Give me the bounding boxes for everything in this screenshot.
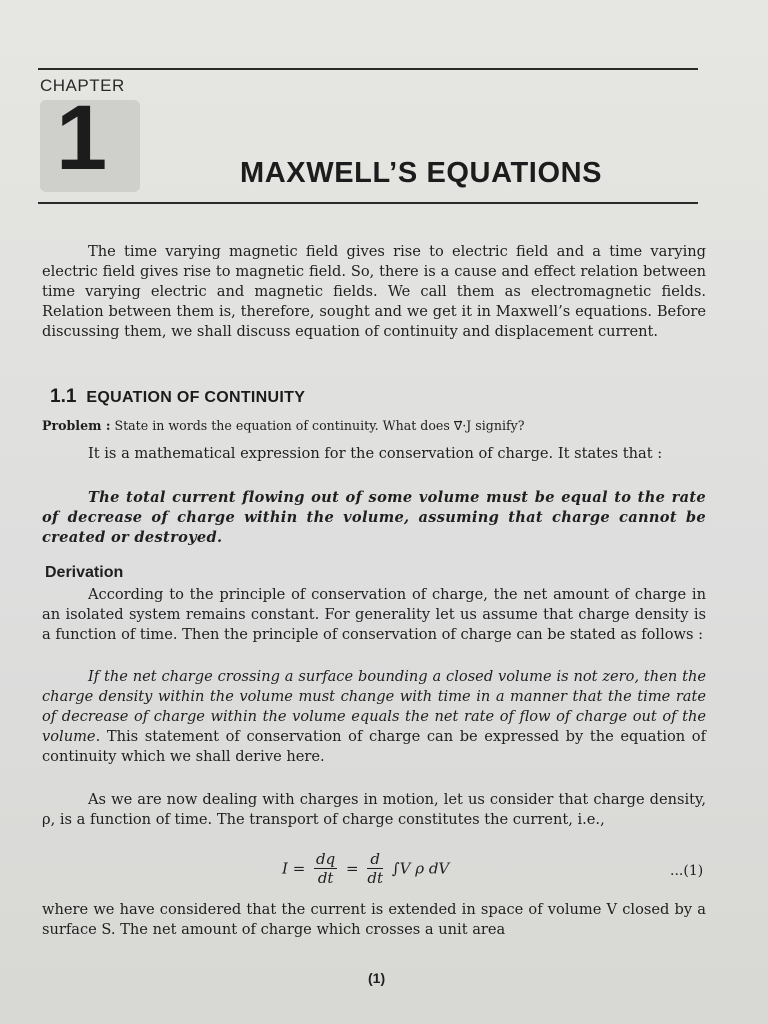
statement-rest: This statement of conservation of charge can be expressed by the equation of continuity which we shall derive here. xyxy=(42,728,706,765)
fraction-dq-dt xyxy=(314,850,337,887)
chapter-title: MAXWELL’S EQUATIONS xyxy=(240,157,603,189)
title-rule xyxy=(38,202,698,204)
fraction-d-dt xyxy=(367,850,383,887)
paragraph-statement xyxy=(42,667,706,767)
section-heading xyxy=(50,386,305,408)
continuity-law-statement: The total current flowing out of some volume must be equal to the rate of decrease of charge within the volume, assuming that charge cannot be created or destroyed. xyxy=(42,489,706,546)
top-rule xyxy=(38,68,698,70)
problem-statement xyxy=(42,418,525,433)
paragraph-principle: According to the principle of conservation of charge, the net amount of charge in an isolated system remains constant. For generality let us assume that charge density is a function of time. Then the principle of conservation of charge can be stated as follows : xyxy=(42,586,706,643)
fraction-denominator: dt xyxy=(367,869,384,887)
paragraph-conservation: It is a mathematical expression for the conservation of charge. It states that : xyxy=(88,445,663,462)
page-number: (1) xyxy=(368,970,386,986)
problem-text: State in words the equation of continuity. What does ∇⃗·J signify? xyxy=(114,418,525,433)
fraction-denominator: dt xyxy=(317,869,334,887)
intro-paragraph: The time varying magnetic field gives rise to electric field and a time varying electric field gives rise to magnetic field. So, there is a cause and effect relation between time varying electric and magnetic fields. We call them as electromagnetic fields. Relation between them is, therefore, sought and we get it in Maxwell’s equations. Before discussing them, we shall discuss equation of continuity and displacement current. xyxy=(42,243,706,340)
chapter-number: 1 xyxy=(56,87,108,189)
problem-label: Problem : xyxy=(42,418,111,433)
paragraph-volume: where we have considered that the current is extended in space of volume V closed by a surface S. The net amount of charge which crosses a unit area xyxy=(42,901,706,938)
section-title: EQUATION OF CONTINUITY xyxy=(86,389,306,406)
chapter-label: CHAPTER xyxy=(40,76,125,95)
section-number: 1.1 xyxy=(50,386,77,407)
equation-number: ...(1) xyxy=(670,863,704,879)
statement-italic: If the net charge crossing a surface bounding a closed volume is not zero, then the charge density within the volume must change with time in a manner that the time rate of decrease of charge within the volume equals the net rate of flow of charge out of the volume. xyxy=(42,668,706,745)
fraction-numerator: dq xyxy=(316,850,336,868)
equation-current xyxy=(282,850,449,894)
equation-lhs: I = xyxy=(282,859,306,878)
equals-sign: = xyxy=(346,859,359,878)
volume-integral: ∫V ρ dV xyxy=(391,859,450,878)
paragraph-charge-motion: As we are now dealing with charges in motion, let us consider that charge density, ρ, is a function of time. The transport of charge constitutes the current, i.e., xyxy=(42,791,706,828)
derivation-heading: Derivation xyxy=(45,564,124,581)
fraction-numerator: d xyxy=(367,850,383,869)
